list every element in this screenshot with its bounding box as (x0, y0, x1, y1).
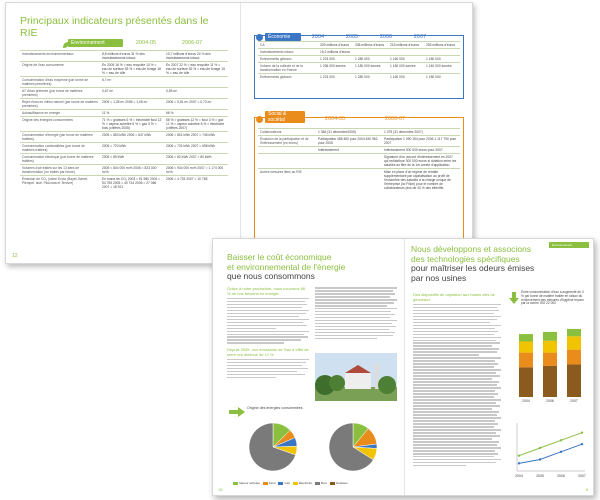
left-heading-line2: et environnemental de l'énergie (227, 261, 346, 272)
table-cell: 2005 = 1,28 m³ 2006 = 1,06 m³ (100, 99, 164, 110)
body-text (227, 298, 309, 344)
table-cell: Investissements totaux (258, 49, 318, 56)
bar-segment (543, 332, 557, 341)
social-table (258, 128, 460, 191)
data-point (539, 447, 541, 449)
table-cell: Origine de l'eau consommée (20, 62, 100, 77)
series-line (519, 433, 582, 456)
table-cell: Intéressement (316, 147, 382, 154)
table-row (258, 169, 460, 192)
right-heading-line4: par nos usines (411, 272, 467, 283)
table-cell: 2006 = 82 kWh 2007 = 80 kWh (164, 154, 228, 165)
table-row (20, 88, 228, 99)
table-cell: Participation 488 450 pour 2004 630 962 pour 2005 (316, 136, 382, 147)
table-cell: AT d'eau prélevée (par tonne de matières premières) (20, 88, 100, 99)
table-cell: 15,2 millions d'euros (318, 49, 353, 56)
table-cell: 66 % = graisses 12 % = fioul 3 % = gaz 11 % = vapeur achetée 8 % = électricité (chiffres 2007) (164, 117, 228, 132)
table-cell (424, 49, 460, 56)
table-row (20, 176, 228, 191)
x-tick-label: 2004 (515, 474, 523, 478)
table-cell (353, 49, 388, 56)
left-heading (227, 253, 397, 282)
page-title: Principaux indicateurs présentés dans le RIE (20, 15, 209, 39)
table-row (258, 63, 460, 74)
bar-segment (519, 367, 533, 397)
bar-segment (567, 350, 581, 365)
stacked-bar-chart (511, 319, 589, 403)
social-col2: 2006-07 (384, 116, 406, 122)
table-cell: Consommation électrique (par tonne de matières traitées) (20, 154, 100, 165)
bar-segment (567, 336, 581, 349)
table-cell: 71 % = graisses 6 % = électricité fioul 13 % = vapeur achetée 6 % = gaz 3 % = bois (chiffres 2005) (100, 117, 164, 132)
table-cell: 1 180 000 (424, 56, 460, 63)
legend-label: Gaz (284, 481, 290, 485)
data-point (539, 458, 541, 460)
table-cell (258, 154, 316, 169)
table-cell: 10,7 millions d'euros 24 % des investissements totaux (164, 51, 228, 62)
table-row (258, 136, 460, 147)
legend-swatch (233, 482, 238, 485)
table-cell: Intéressement 300 000 euros pour 2007 (382, 147, 460, 154)
bar-tick-label: 2004 (522, 399, 530, 403)
table-cell (388, 49, 424, 56)
bar-segment (567, 329, 581, 336)
left-subheading-2: Depuis 2005, nos émissions de Gaz à effet de serre ont diminué de 12 % (227, 347, 309, 357)
body-text (315, 287, 397, 339)
right-column (413, 293, 501, 468)
table-cell: Volumes d'air traités sur les 13 sites de transformation (m³ traités par heure) (20, 165, 100, 176)
bar-segment (543, 366, 557, 397)
environment-tag: Environnement (68, 39, 123, 47)
legend-label: Fioul (268, 481, 276, 485)
table-cell: CA (258, 42, 318, 49)
left-column-2 (315, 287, 397, 341)
table-cell: 1 375 (31 décembre 2007) (382, 129, 460, 136)
table-cell: 2005 = 804 000 m³/h 2006 = 823 000 m³/h (100, 165, 164, 176)
right-subheading: Des dispositifs de captation aux bases clés de géoceaux (413, 292, 495, 302)
table-cell: 0,55 m³ (164, 88, 228, 99)
table-row (20, 132, 228, 143)
table-cell: 2006 = 801 kWh 2007 = 745 kWh (164, 132, 228, 143)
environment-table (20, 50, 228, 190)
chart-caption: Origine des énergies consommées (247, 406, 303, 410)
right-heading-line2: des technologies spécifiques (411, 253, 520, 264)
right-heading (411, 245, 591, 283)
bottom-spread (212, 238, 594, 496)
table-cell: 329 millions d'euros (318, 42, 353, 49)
table-row (258, 56, 460, 63)
table-row (20, 77, 228, 88)
economy-tag: Économie (265, 33, 301, 41)
legend-item (330, 481, 348, 485)
table-cell: 1 180 000 tonnes (388, 63, 424, 74)
table-cell: 216 millions d'euros (388, 42, 424, 49)
table-row (258, 147, 460, 154)
table-cell: Collaborateurs (258, 129, 316, 136)
table-cell: Consommation d'énergie (par tonne de matières traitées) (20, 132, 100, 143)
table-row (20, 143, 228, 154)
legend-item (315, 481, 327, 485)
table-cell: Signature d'un accord d'intéressement en 2007 qui redistribue 300 000 euros si dotation entre les salariés au titre de la 1re année d'application. (382, 154, 460, 169)
table-cell: 2006 = 4 725 2007 = 10 785 (164, 176, 228, 191)
x-tick-label: 2007 (578, 474, 586, 478)
line-chart (511, 419, 589, 479)
bar-segment (543, 341, 557, 353)
table-cell: 2006 = 934 000 m³/h 2007 = 1 174 000 m³/h (164, 165, 228, 176)
top-spread (5, 2, 473, 264)
table-row (20, 165, 228, 176)
people-icon (256, 116, 263, 123)
table-cell: 2005 = 720 kWh (100, 143, 164, 154)
bar-tick-label: 2006 (546, 399, 554, 403)
table-cell: 5,7 m³ (100, 77, 164, 88)
legend-swatch (263, 482, 268, 485)
social-tag: Social & sociétal (265, 111, 305, 123)
bar-tick-label: 2007 (570, 399, 578, 403)
table-cell: 11 % (100, 110, 164, 117)
table-row (20, 110, 228, 117)
legend-swatch (315, 482, 320, 485)
page-number-right: 9 (585, 487, 588, 492)
data-point (581, 431, 583, 433)
table-row (20, 154, 228, 165)
table-row (258, 154, 460, 169)
legend-label: Graisses (335, 481, 348, 485)
left-heading-line1: Baisser le coût économique (227, 252, 332, 262)
legend-label: Bois (321, 481, 327, 485)
table-cell: En 2007 22 % = eau recyclée 11 % = eau de surface 52 % = eau de forage 15 % = eau de ville (164, 62, 228, 77)
data-point (518, 462, 520, 464)
table-cell: 1 280 000 (353, 74, 388, 81)
table-cell: Consommation combustibles (par tonne de matières traitées) (20, 143, 100, 154)
table-cell: 1 180 000 (424, 74, 460, 81)
table-row (20, 99, 228, 110)
legend-item (233, 481, 260, 485)
callout-text: Entre consommation d'eau a augmenté de 3 % par tonne de matière traitée en raison du renforcement des mesures d'hygiène reçues par la norme ISO 22 000 (521, 290, 584, 306)
table-cell: 1 236 000 tonnes (318, 63, 353, 74)
table-cell: 1 160 000 (388, 74, 424, 81)
table-cell: Consommation d'eau moyenne (par tonne de matières premières) (20, 77, 100, 88)
economy-col-2005: 2005 (345, 34, 359, 40)
table-row (20, 117, 228, 132)
page-number: 12 (12, 253, 18, 259)
body-text (227, 359, 309, 379)
table-cell (258, 147, 316, 154)
table-row (258, 74, 460, 81)
data-point (518, 454, 520, 456)
body-text (413, 304, 501, 467)
table-cell: 1 384 (31 décembre2005) (316, 129, 382, 136)
bar-segment (543, 353, 557, 366)
table-cell: 1 223 000 (318, 56, 353, 63)
table-cell: Évolution de la participation et de l'intéressement (en euros) (258, 136, 316, 147)
left-column-1 (227, 287, 309, 380)
table-cell: En tonne de CO₂ 2003 = 51 980 2004 = 54 755 2005 = 40 744 2006 = 27 066 2007 = 18 921 (100, 176, 164, 191)
table-row (258, 49, 460, 56)
left-subheading-1: Grâce à notre production, nous couvrons 66 % de nos besoins en énergie (227, 286, 306, 296)
table-cell: 253 millions d'euros (424, 42, 460, 49)
coins-icon (256, 34, 263, 41)
economy-col-2006: 2006 (379, 34, 393, 40)
table-cell: Origine des énergies consommées (20, 117, 100, 132)
table-cell: 2005 = 853 kWh 2006 = 847 kWh (100, 132, 164, 143)
table-cell: 0,67 m³ (100, 88, 164, 99)
environment-col2: 2006-07 (181, 40, 203, 46)
page-fold (240, 3, 241, 263)
table-cell: Investissements environnementaux (20, 51, 100, 62)
legend-item (278, 481, 290, 485)
social-header (256, 111, 425, 123)
table-cell (316, 154, 382, 169)
table-cell: 8,6 millions d'euros 31 % des investissements totaux (100, 51, 164, 62)
legend-swatch (330, 482, 335, 485)
x-tick-label: 2005 (536, 474, 544, 478)
bar-segment (519, 342, 533, 353)
series-line (519, 444, 582, 463)
table-cell: Autosuffisance en énergie (20, 110, 100, 117)
legend-label: Électricité (299, 481, 313, 485)
table-cell (164, 77, 228, 88)
table-row (258, 129, 460, 136)
table-cell: Enlèvements globaux (258, 74, 318, 81)
data-point (560, 439, 562, 441)
page-fold (404, 239, 405, 495)
table-cell: 1 180 000 tonnes (353, 63, 388, 74)
x-tick-label: 2006 (557, 474, 565, 478)
legend-item (263, 481, 276, 485)
economy-header (256, 29, 437, 41)
economy-table (258, 41, 460, 80)
energy-pie-charts (233, 417, 393, 477)
bar-segment (519, 353, 533, 368)
table-cell: Rejet d'eau en milieu naturel (par tonne de matières premières) (20, 99, 100, 110)
legend-label: Vapeur achetée (239, 481, 260, 485)
table-cell: Volume de la collecte et de la transformation en France (258, 63, 318, 74)
table-cell (316, 169, 382, 192)
bar-segment (567, 364, 581, 397)
table-cell: 1 240 000 tonnes (424, 63, 460, 74)
right-heading-line3: pour maîtriser les odeurs émises (411, 263, 535, 273)
table-cell: 2006 = 731 kWh 2007 = 698 kWh (164, 143, 228, 154)
table-cell: 1 223 000 (318, 74, 353, 81)
pie-legend (233, 481, 393, 485)
table-cell: 2005 = 89 kWh (100, 154, 164, 165)
legend-swatch (293, 482, 298, 485)
table-cell: 1 160 000 (388, 56, 424, 63)
table-cell: Mise en place d'un régime de retraite supplémentaire par capitalisation au profit de l'ensemble des salariés à la charge unique de l'entreprise (loi Fillon) pour le nombre de collaborateurs plus de 40 % des effectifs. (382, 169, 460, 192)
table-cell: 66 % (164, 110, 228, 117)
table-cell: 1 280 000 (353, 56, 388, 63)
environment-col1: 2004-05 (135, 40, 157, 46)
left-heading-line3: que nous consommons (227, 271, 315, 281)
legend-item (293, 481, 312, 485)
table-cell: Participation 1 090 154 pour 2006 1 117 790 pour 2007 (382, 136, 460, 147)
table-cell: 2006 = 0,81 m³ 2007 = 0,73 m³ (164, 99, 228, 110)
table-cell: Autres mesures liées au RIE (258, 169, 316, 192)
economy-col-2007: 2007 (413, 34, 427, 40)
table-cell: 338 millions d'euros (353, 42, 388, 49)
table-row (20, 62, 228, 77)
bar-segment (519, 334, 533, 341)
environment-tab: Environnement (549, 242, 589, 248)
economy-col-2004: 2004 (311, 34, 325, 40)
right-heading-line1: Nous développons et associons (411, 244, 532, 254)
table-row (258, 42, 460, 49)
environment-header (68, 35, 215, 47)
table-cell: Émission de CO₂ (usine Ecolo (Bayet, Benet, Plempel, Issé, Plouvara et Tervure) (20, 176, 100, 191)
data-point (581, 443, 583, 445)
social-col1: 2004-05 (324, 116, 346, 122)
legend-swatch (278, 482, 283, 485)
factory-photo (315, 353, 397, 401)
table-row (20, 51, 228, 62)
table-cell: Enlèvements globaux (258, 56, 318, 63)
page-number-left: 15 (218, 487, 223, 492)
arrow-icon (509, 291, 519, 309)
data-point (560, 451, 562, 453)
table-cell: En 2005 16 % = eau recyclée 13 % = eau de surface 53 % = eau de forage 18 % = eau de ville (100, 62, 164, 77)
